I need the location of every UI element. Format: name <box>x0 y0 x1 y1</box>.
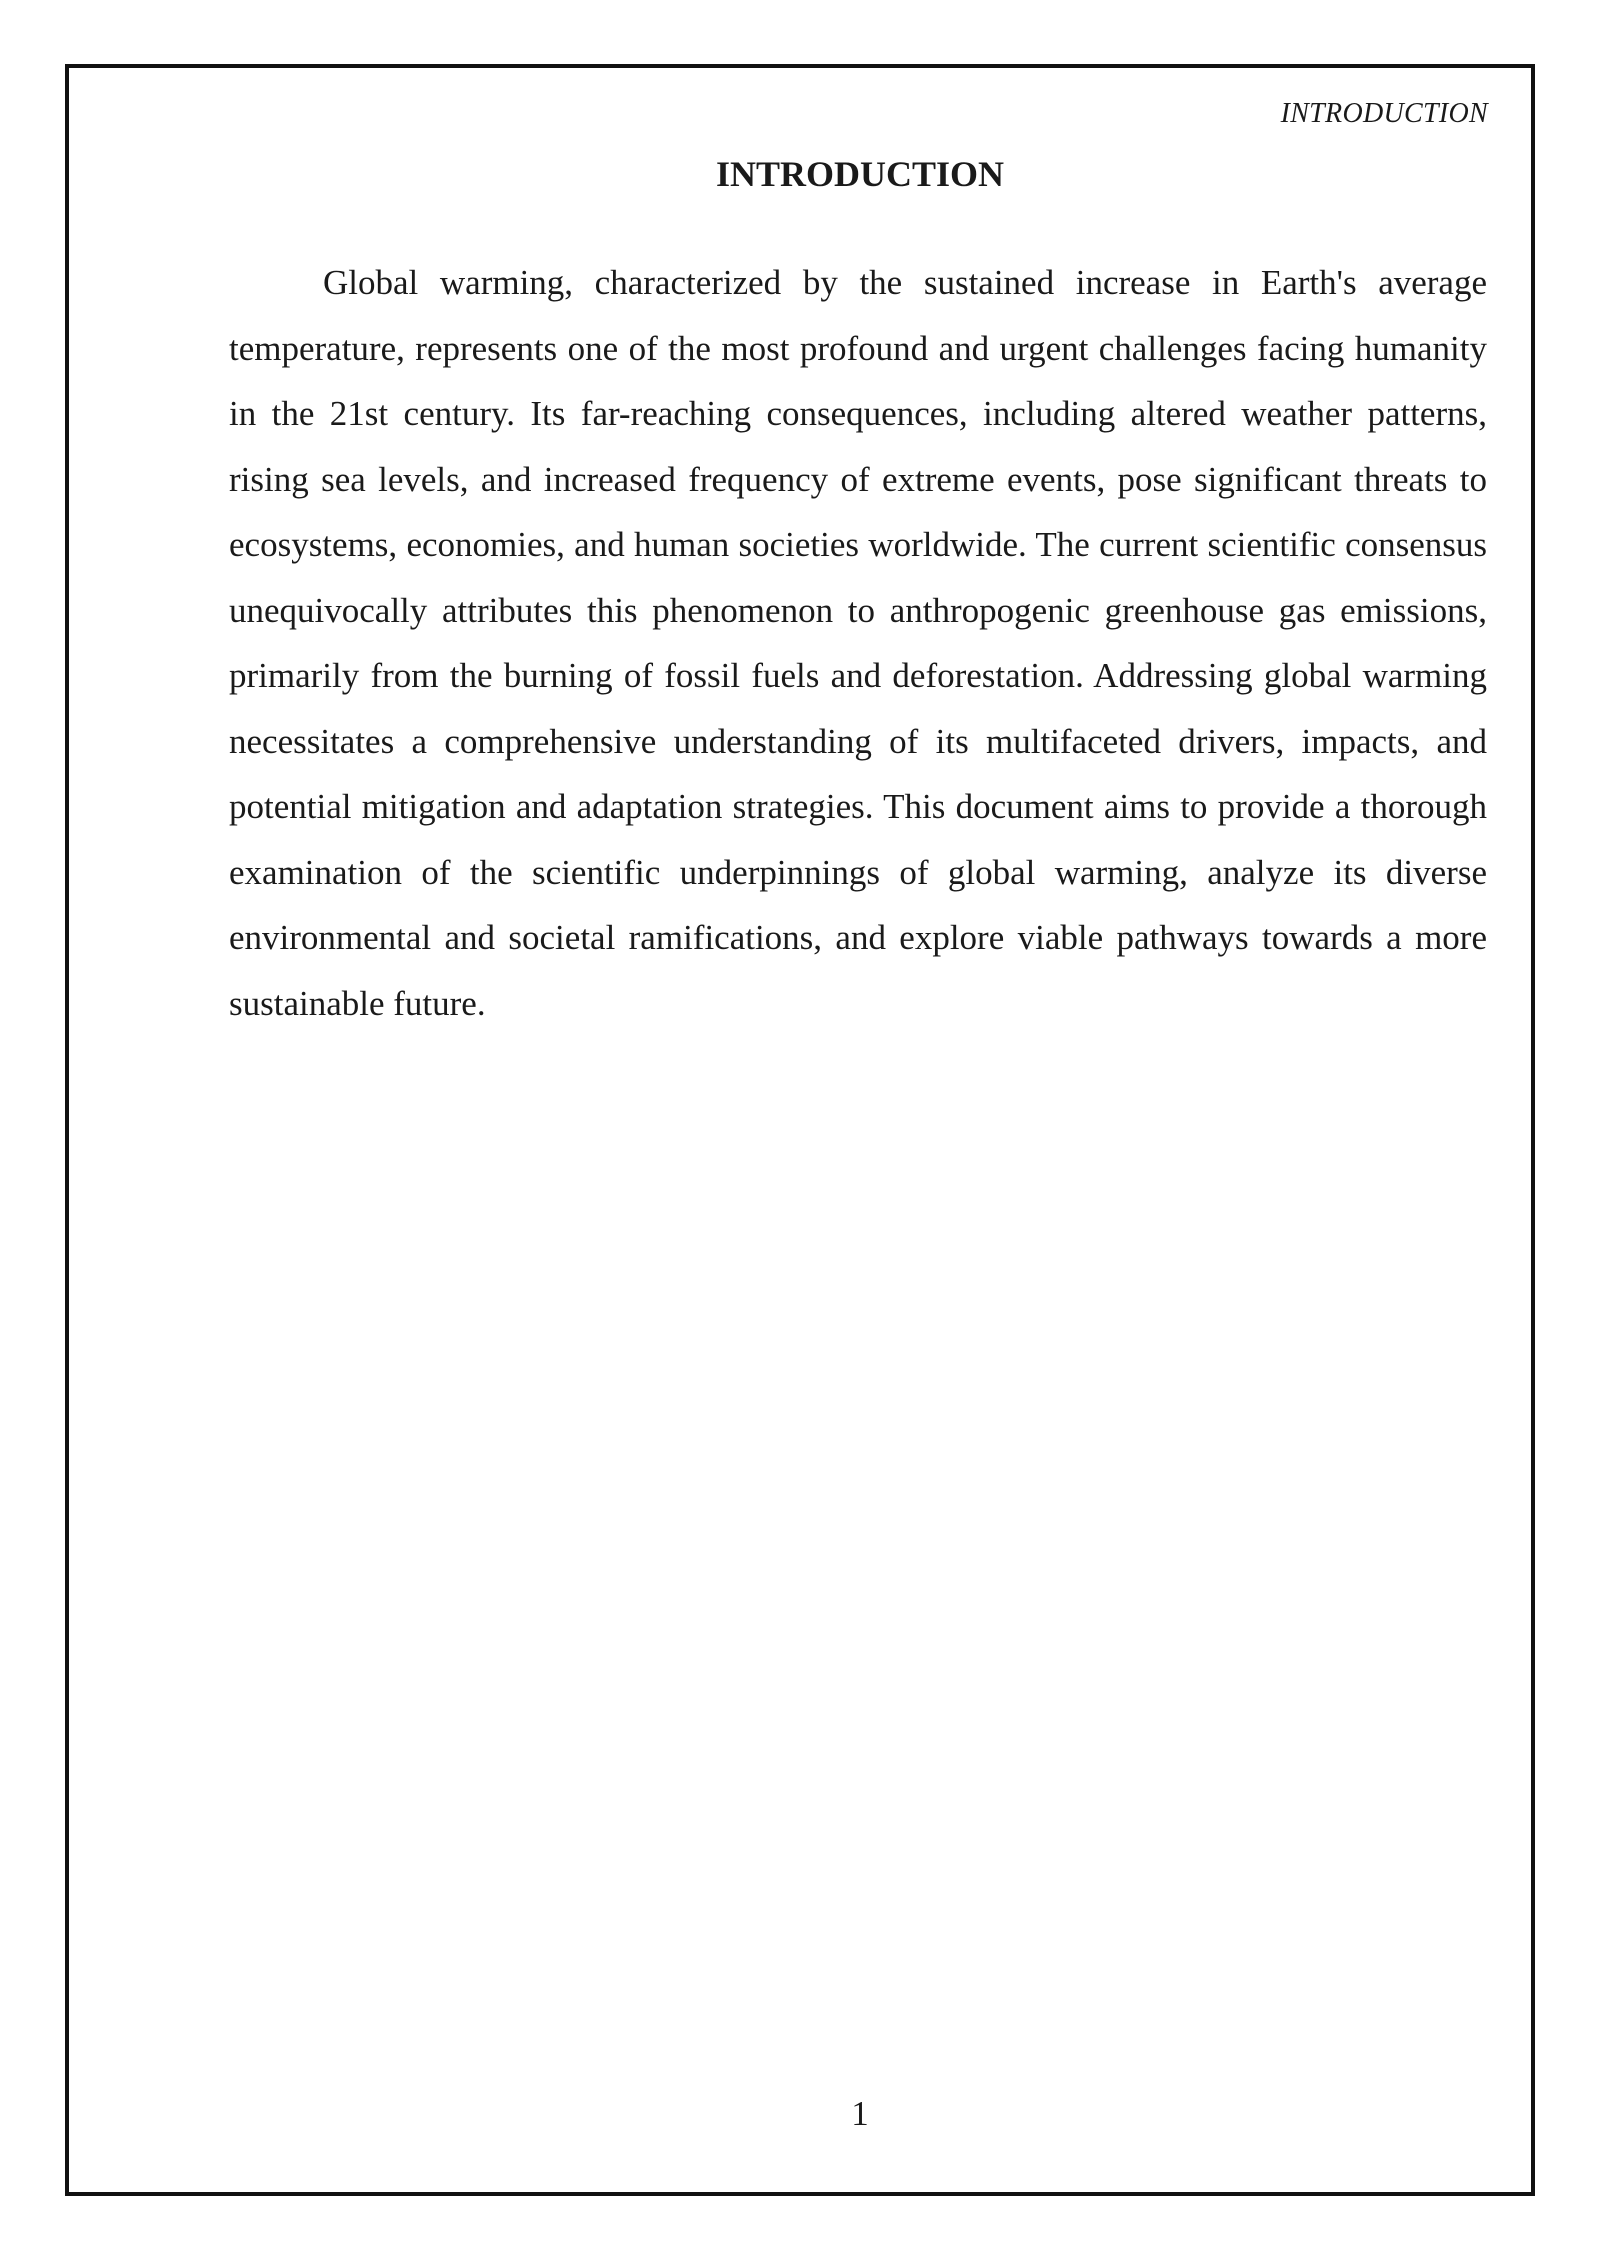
page-number: 1 <box>851 2094 869 2133</box>
running-header: INTRODUCTION <box>1280 98 1488 129</box>
page-title: INTRODUCTION <box>715 154 1005 194</box>
introduction-paragraph: Global warming, characterized by the sustained increase in Earth's average temperature, represents one of the most profound and urgent challenges facing humanity in the 21st century. Its far-reaching consequences, including altered weather patterns, rising sea levels, and increased frequency of extreme events, pose significant threats to ecosystems, economies, and human societies worldwide. The current scientific consensus unequivocally attributes this phenomenon to anthropogenic greenhouse gas emissions, primarily from the burning of fossil fuels and deforestation. Addressing global warming necessitates a comprehensive understanding of its multifaceted drivers, impacts, and potential mitigation and adaptation strategies. This document aims to provide a thorough examination of the scientific underpinnings of global warming, analyze its diverse environmental and societal ramifications, and explore viable pathways towards a more sustainable future. <box>229 263 1487 1023</box>
